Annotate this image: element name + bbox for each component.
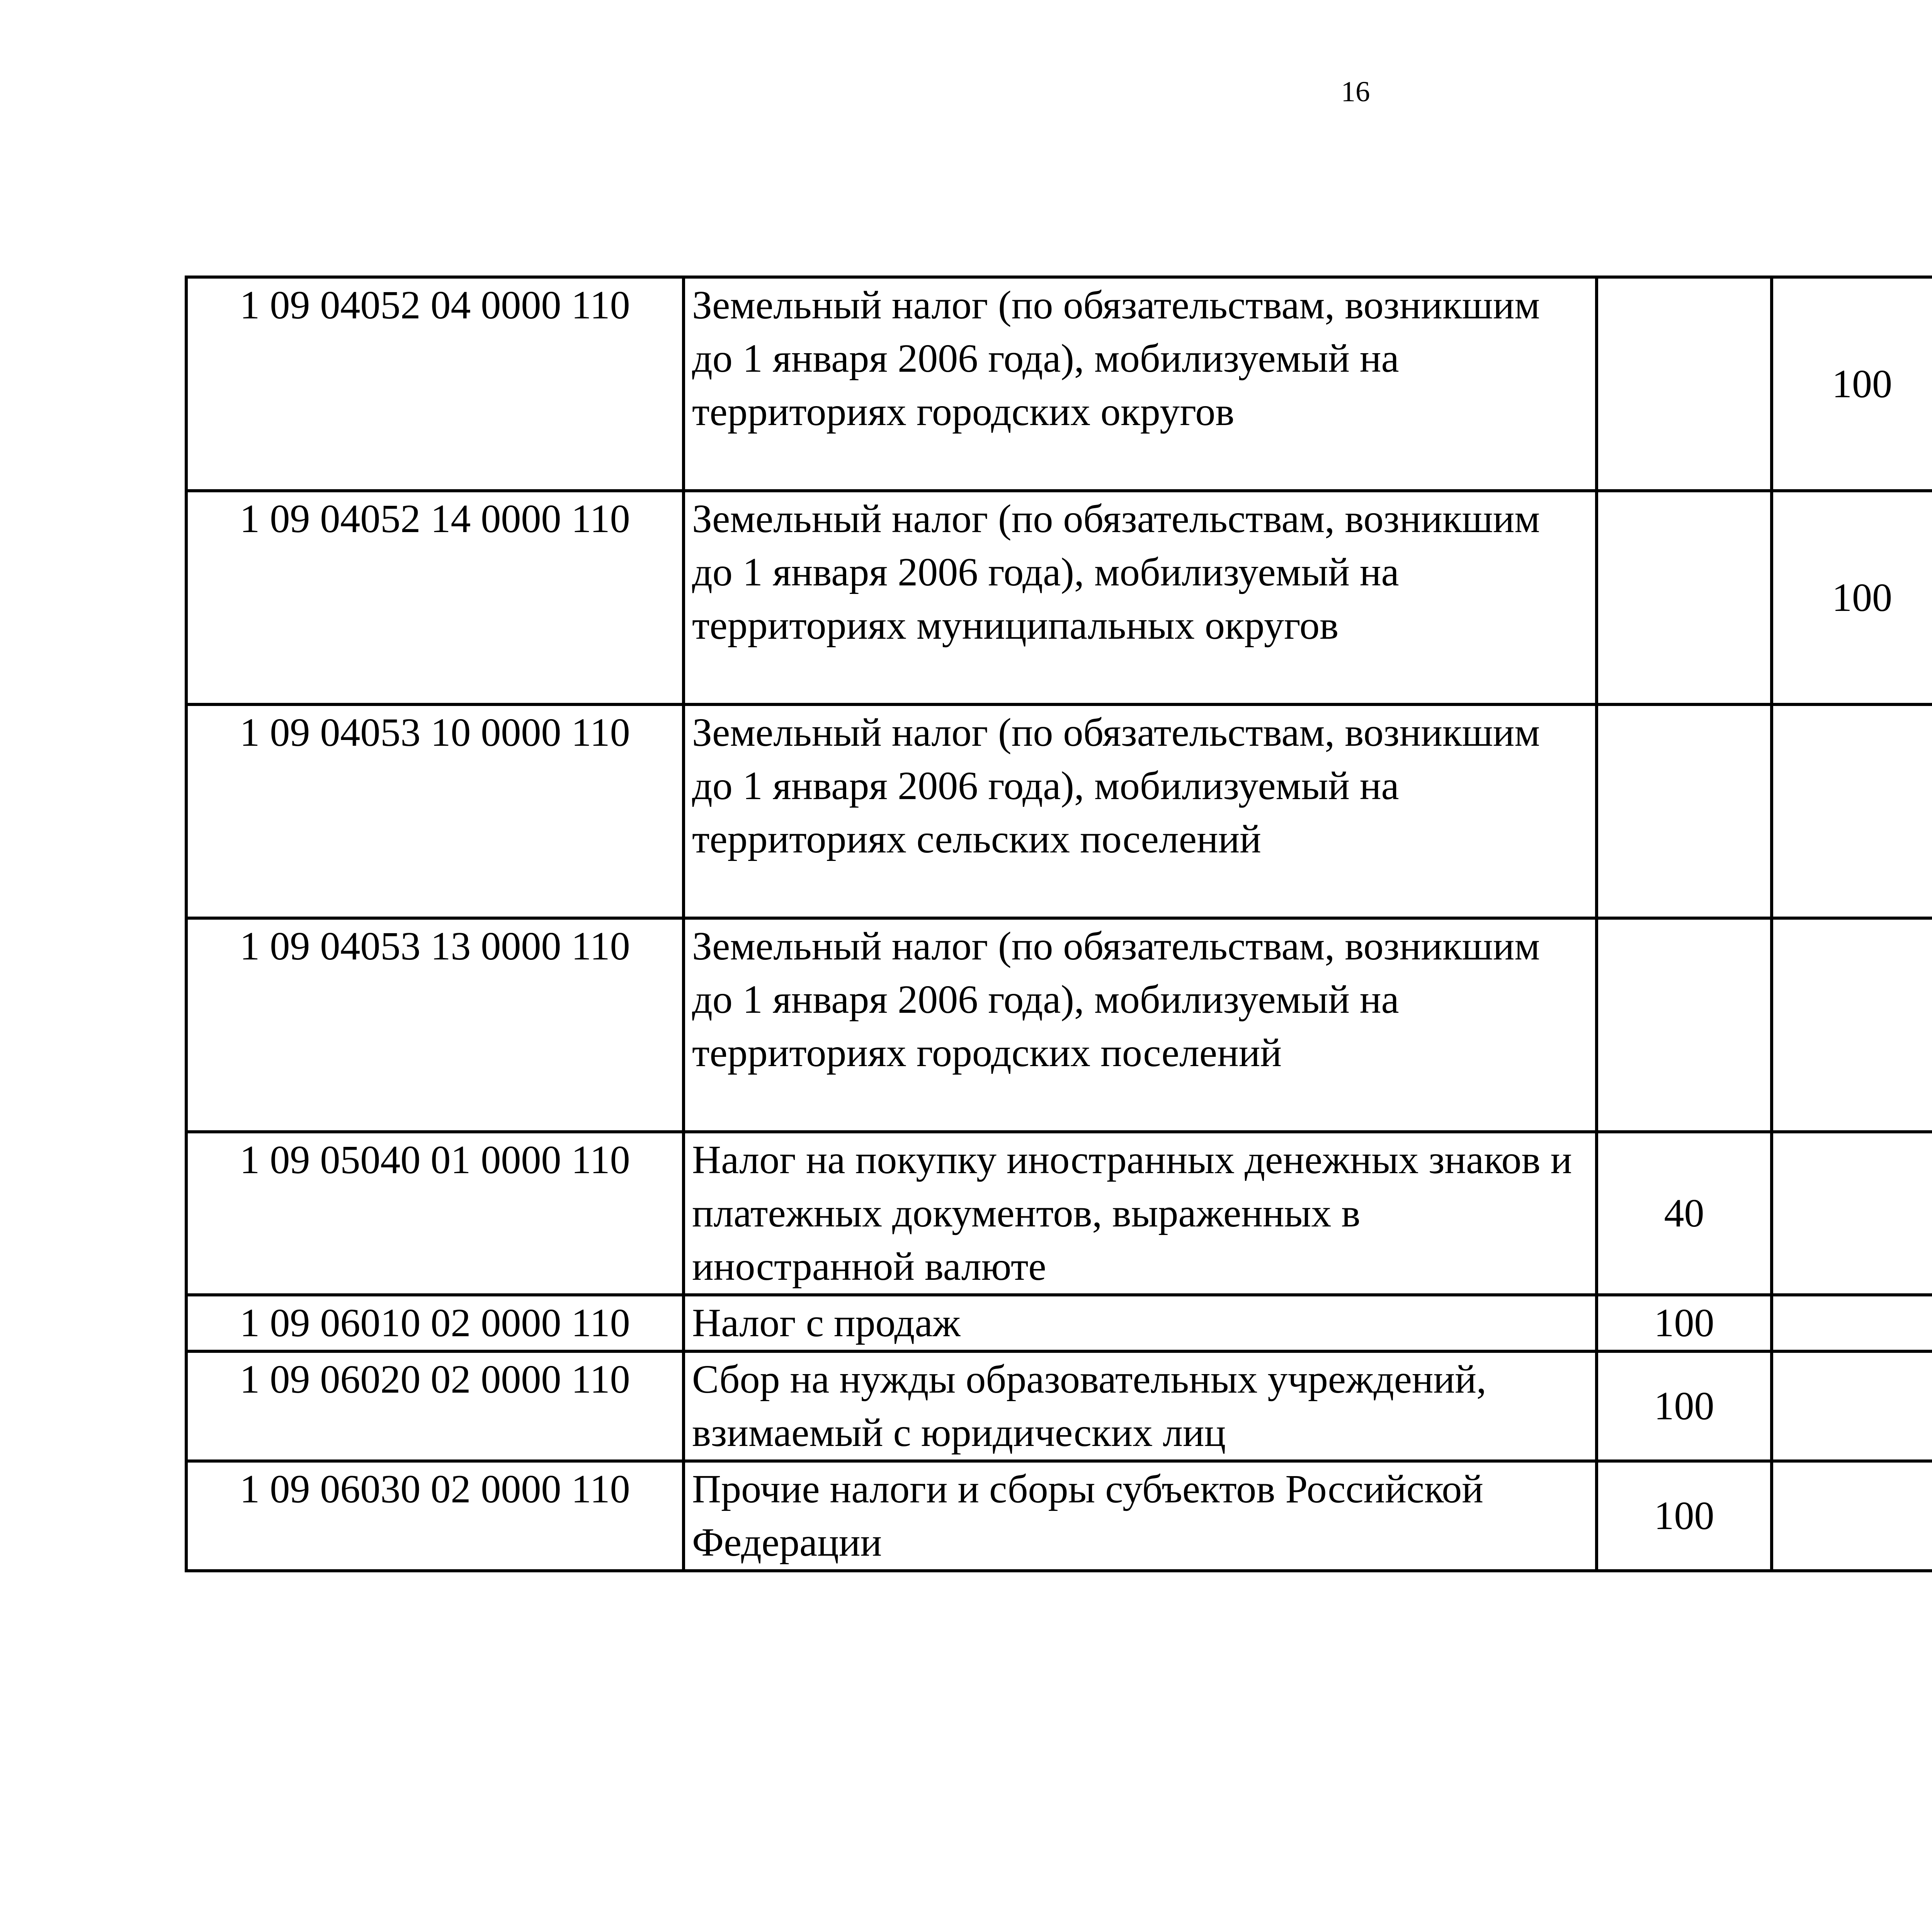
revenue-code-cell: 1 09 04052 14 0000 110 <box>186 491 684 704</box>
table-row <box>186 1295 1932 1351</box>
table-row <box>186 704 1932 918</box>
value-cell-col-1: 40 <box>1597 1132 1772 1295</box>
table-row <box>186 1461 1932 1571</box>
value-cell-col-2 <box>1772 1351 1932 1461</box>
revenue-code-cell: 1 09 06010 02 0000 110 <box>186 1295 684 1351</box>
revenue-description-cell: Земельный налог (по обязательствам, возникшим до 1 января 2006 года), мобилизуемый на территориях городских округов <box>684 277 1597 491</box>
value-cell-col-1: 100 <box>1597 1461 1772 1571</box>
value-cell-col-2 <box>1772 1461 1932 1571</box>
revenue-description-cell: Земельный налог (по обязательствам, возникшим до 1 января 2006 года), мобилизуемый на территориях сельских поселений <box>684 704 1597 918</box>
value-cell-col-1 <box>1597 277 1772 491</box>
value-cell-col-1 <box>1597 918 1772 1132</box>
table-row <box>186 491 1932 704</box>
value-cell-col-1: 100 <box>1597 1295 1772 1351</box>
table-row <box>186 918 1932 1132</box>
value-cell-col-2: 100 <box>1772 491 1932 704</box>
revenue-code-cell: 1 09 06020 02 0000 110 <box>186 1351 684 1461</box>
budget-revenue-table <box>185 276 1932 1572</box>
revenue-description-cell: Сбор на нужды образовательных учреждений, взимаемый с юридических лиц <box>684 1351 1597 1461</box>
value-cell-col-1 <box>1597 491 1772 704</box>
revenue-code-cell: 1 09 06030 02 0000 110 <box>186 1461 684 1571</box>
revenue-code-cell: 1 09 04052 04 0000 110 <box>186 277 684 491</box>
value-cell-col-2 <box>1772 918 1932 1132</box>
revenue-description-cell: Земельный налог (по обязательствам, возникшим до 1 января 2006 года), мобилизуемый на территориях городских поселений <box>684 918 1597 1132</box>
value-cell-col-2: 100 <box>1772 277 1932 491</box>
value-cell-col-1 <box>1597 704 1772 918</box>
revenue-code-cell: 1 09 04053 10 0000 110 <box>186 704 684 918</box>
revenue-description-cell: Земельный налог (по обязательствам, возникшим до 1 января 2006 года), мобилизуемый на территориях муниципальных округов <box>684 491 1597 704</box>
page-number: 16 <box>1341 76 1370 108</box>
revenue-code-cell: 1 09 05040 01 0000 110 <box>186 1132 684 1295</box>
value-cell-col-2 <box>1772 1295 1932 1351</box>
revenue-code-cell: 1 09 04053 13 0000 110 <box>186 918 684 1132</box>
revenue-description-cell: Прочие налоги и сборы субъектов Российской Федерации <box>684 1461 1597 1571</box>
table-row <box>186 277 1932 491</box>
table-row <box>186 1351 1932 1461</box>
revenue-description-cell: Налог с продаж <box>684 1295 1597 1351</box>
table-row <box>186 1132 1932 1295</box>
revenue-description-cell: Налог на покупку иностранных денежных знаков и платежных документов, выраженных в иностранной валюте <box>684 1132 1597 1295</box>
value-cell-col-2 <box>1772 704 1932 918</box>
value-cell-col-2 <box>1772 1132 1932 1295</box>
value-cell-col-1: 100 <box>1597 1351 1772 1461</box>
